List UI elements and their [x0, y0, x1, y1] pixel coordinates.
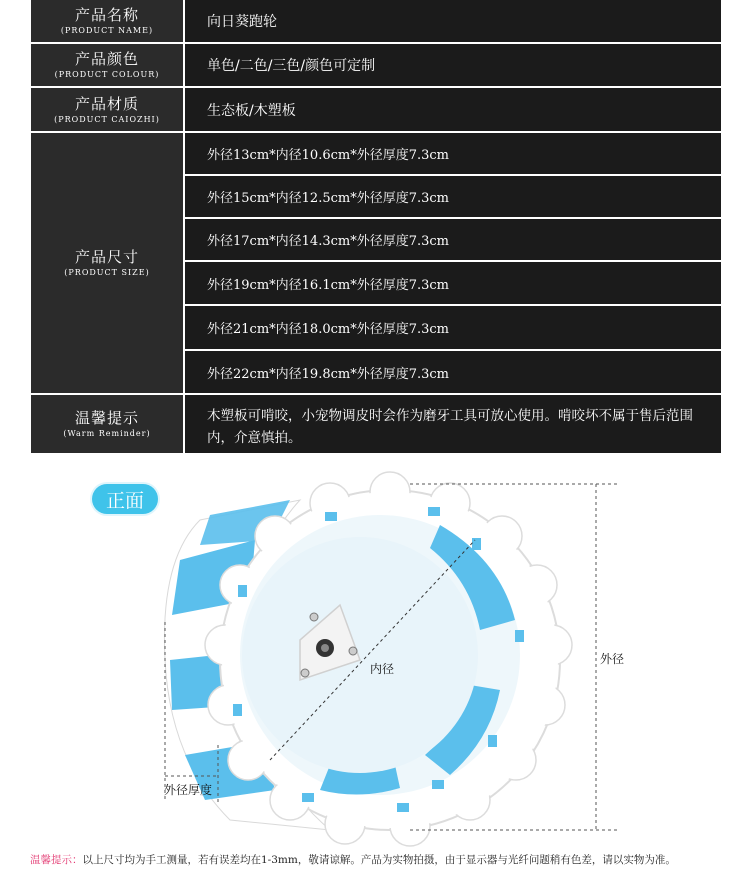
footnote-prefix: 温馨提示： [30, 854, 83, 866]
size-option: 外径19cm*内径16.1cm*外径厚度7.3cm [185, 262, 721, 304]
wheel-diagram [0, 460, 750, 850]
size-option: 外径13cm*内径10.6cm*外径厚度7.3cm [185, 133, 721, 174]
product-material-value: 生态板/木塑板 [185, 88, 721, 131]
product-material-label [31, 88, 183, 131]
product-size-label [31, 133, 183, 393]
thickness-label: 外径厚度 [164, 783, 213, 797]
footnote-text: 以上尺寸均为手工测量，若有误差均在1-3mm，敬请谅解。产品为实物拍摄，由于显示器与光纤问题稍有色差，请以实物为准。 [82, 854, 676, 866]
spec-table [31, 0, 721, 453]
product-name-label-cn: 产品名称 [74, 6, 139, 24]
product-colour-value: 单色/二色/三色/颜色可定制 [185, 44, 721, 86]
product-colour-label-cn: 产品颜色 [74, 50, 139, 68]
product-name-label [31, 0, 183, 42]
front-view-badge: 正面 [92, 484, 158, 514]
product-name-value: 向日葵跑轮 [185, 0, 721, 42]
size-option: 外径17cm*内径14.3cm*外径厚度7.3cm [185, 219, 721, 260]
product-size-label-cn: 产品尺寸 [74, 248, 139, 266]
warm-reminder-label-en: (Warm Reminder) [63, 429, 151, 438]
product-material-label-en: (PRODUCT CAIOZHI) [54, 114, 160, 124]
wheel-inner-cavity [240, 515, 520, 795]
footnote [30, 852, 750, 867]
product-colour-row [31, 44, 721, 86]
product-name-row [31, 0, 721, 42]
outer-diameter-label: 外径 [600, 652, 625, 666]
size-option: 外径22cm*内径19.8cm*外径厚度7.3cm [185, 351, 721, 393]
product-size-label-en: (PRODUCT SIZE) [64, 268, 150, 277]
product-colour-label [31, 44, 183, 86]
warm-reminder-row [31, 395, 721, 453]
product-size-values [185, 133, 721, 393]
warm-reminder-label [31, 395, 183, 453]
size-option: 外径21cm*内径18.0cm*外径厚度7.3cm [185, 306, 721, 349]
inner-diameter-label: 内径 [370, 662, 395, 676]
product-name-label-en: (PRODUCT NAME) [60, 26, 154, 35]
size-option: 外径15cm*内径12.5cm*外径厚度7.3cm [185, 176, 721, 217]
product-colour-label-en: (PRODUCT COLOUR) [54, 70, 160, 79]
product-material-label-cn: 产品材质 [74, 94, 139, 113]
product-material-row [31, 88, 721, 131]
warm-reminder-value: 木塑板可啃咬，小宠物调皮时会作为磨牙工具可放心使用。啃咬坏不属于售后范围内，介意慎拍。 [185, 395, 721, 453]
warm-reminder-label-cn: 温馨提示 [74, 409, 139, 427]
